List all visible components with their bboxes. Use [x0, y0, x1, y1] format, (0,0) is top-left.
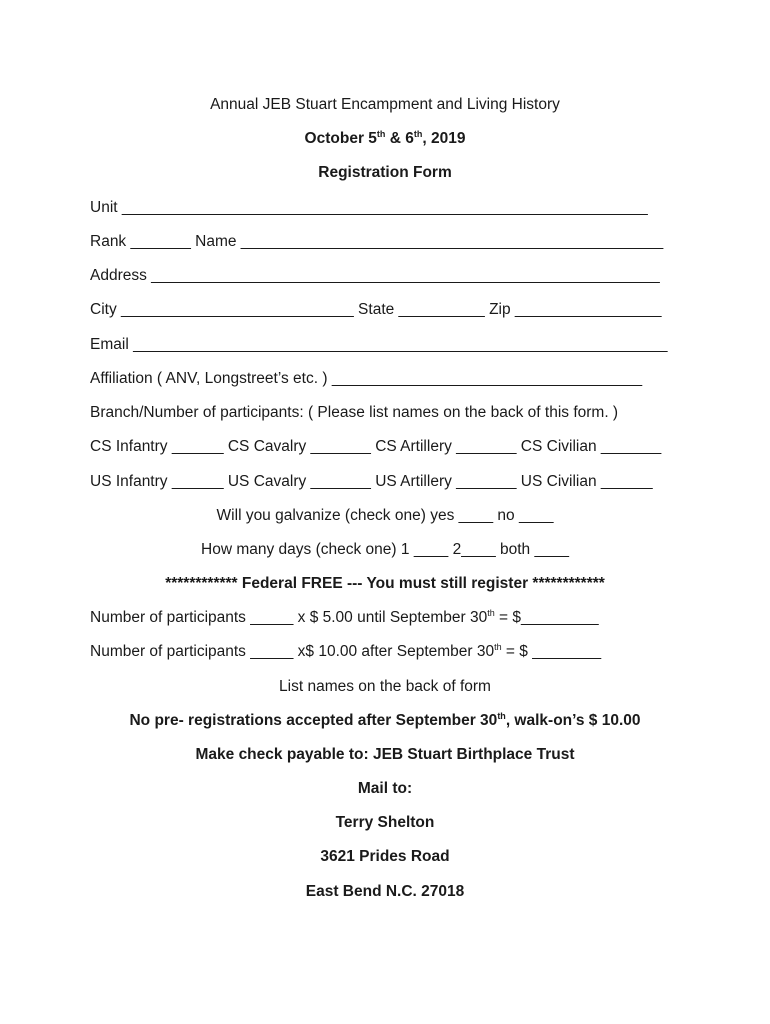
galvanize-question[interactable]: Will you galvanize (check one) yes ____ no ____: [216, 507, 554, 524]
unit-field[interactable]: Unit _____________________________________________________________: [90, 199, 648, 216]
event-date-day2: & 6: [385, 130, 414, 147]
affiliation-field[interactable]: Affiliation ( ANV, Longstreet’s etc. ) ____________________________________: [90, 370, 643, 387]
fee-after-total: = $ ________: [501, 643, 602, 660]
event-date-day2-suffix: th: [413, 129, 423, 139]
mail-city: East Bend N.C. 27018: [305, 883, 465, 900]
event-date: [90, 127, 680, 151]
cs-branch-row[interactable]: CS Infantry ______ CS Cavalry _______ CS Artillery _______ CS Civilian _______: [90, 438, 662, 455]
branch-instructions: Branch/Number of participants: ( Please list names on the back of this form. ): [90, 404, 619, 421]
payable-to: Make check payable to: JEB Stuart Birthplace Trust: [195, 746, 575, 763]
address-field[interactable]: Address ___________________________________________________________: [90, 267, 660, 284]
days-question[interactable]: How many days (check one) 1 ____ 2____ both ____: [201, 541, 569, 558]
event-date-year: , 2019: [422, 130, 466, 147]
mail-name: Terry Shelton: [335, 814, 435, 831]
no-pre-text: No pre- registrations accepted after September 30: [129, 712, 498, 729]
no-pre-suffix: th: [497, 711, 506, 721]
fee-after-suffix: th: [494, 642, 502, 652]
federal-free-notice: ************ Federal FREE --- You must still register ************: [165, 575, 605, 592]
fee-before-total: = $_________: [494, 609, 599, 626]
fee-before-deadline[interactable]: [90, 606, 680, 630]
event-title: Annual JEB Stuart Encampment and Living History: [210, 96, 560, 113]
fee-after-text: Number of participants _____ x$ 10.00 after September 30: [90, 643, 495, 660]
city-state-zip-field[interactable]: City ___________________________ State __________ Zip _________________: [90, 301, 662, 318]
no-preregistration-notice: [90, 709, 680, 733]
mail-street: 3621 Prides Road: [320, 848, 450, 865]
fee-before-suffix: th: [487, 608, 495, 618]
form-title: Registration Form: [318, 164, 452, 181]
fee-after-deadline[interactable]: [90, 640, 680, 664]
event-date-day1: October 5: [304, 130, 377, 147]
list-names-note: List names on the back of form: [279, 678, 491, 695]
fee-before-text: Number of participants _____ x $ 5.00 until September 30: [90, 609, 488, 626]
us-branch-row[interactable]: US Infantry ______ US Cavalry _______ US Artillery _______ US Civilian ______: [90, 473, 653, 490]
mail-to-label: Mail to:: [357, 780, 413, 797]
no-pre-walkon: , walk-on’s $ 10.00: [505, 712, 641, 729]
email-field[interactable]: Email ______________________________________________________________: [90, 336, 668, 353]
event-date-day1-suffix: th: [376, 129, 386, 139]
rank-name-field[interactable]: Rank _______ Name _________________________________________________: [90, 233, 664, 250]
